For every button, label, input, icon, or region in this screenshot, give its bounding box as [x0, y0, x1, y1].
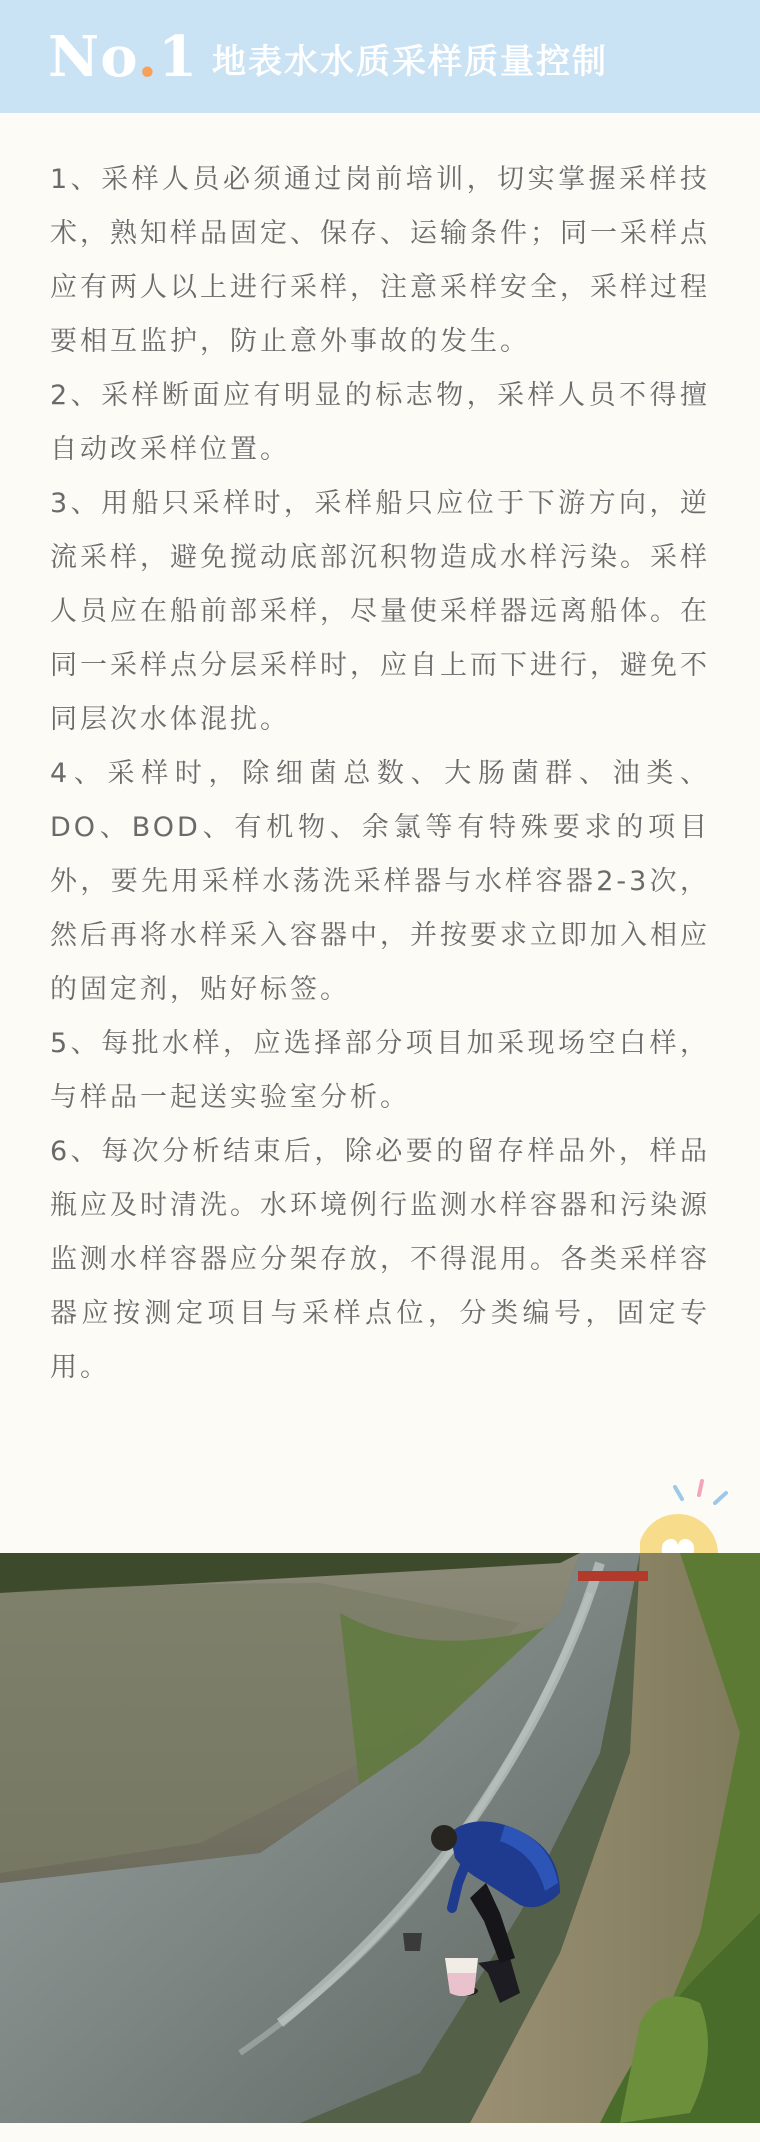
section-number-dot: .: [137, 24, 159, 90]
sampling-photo: [0, 1553, 760, 2123]
paragraph-1: 1、采样人员必须通过岗前培训，切实掌握采样技术，熟知样品固定、保存、运输条件；同一采样点应有两人以上进行采样，注意采样安全，采样过程要相互监护，防止意外事故的发生。: [50, 164, 710, 357]
paragraph-2: 2、采样断面应有明显的标志物，采样人员不得擅自动改采样位置。: [50, 380, 710, 465]
section-title: 地表水水质采样质量控制: [212, 42, 608, 82]
header-banner: [0, 0, 760, 113]
article-body: [50, 153, 710, 1395]
paragraph-5: 5、每批水样，应选择部分项目加采现场空白样，与样品一起送实验室分析。: [50, 1028, 710, 1113]
paragraph-3: 3、用船只采样时，采样船只应位于下游方向，逆流采样，避免搅动底部沉积物造成水样污染。采样人员应在船前部采样，尽量使采样器远离船体。在同一采样点分层采样时，应自上而下进行，避免不同层次水体混扰。: [50, 488, 710, 735]
section-number-value: 1: [158, 24, 199, 90]
paragraph-6: 6、每次分析结束后，除必要的留存样品外，样品瓶应及时清洗。水环境例行监测水样容器和污染源监测水样容器应分架存放，不得混用。各类采样容器应按测定项目与采样点位，分类编号，固定专用。: [50, 1136, 710, 1383]
paragraph-4: 4、采样时，除细菌总数、大肠菌群、油类、DO、BOD、有机物、余氯等有特殊要求的项目外，要先用采样水荡洗采样器与水样容器2-3次，然后再将水样采入容器中，并按要求立即加入相应的固定剂，贴好标签。: [50, 758, 710, 1005]
section-number-prefix: No: [48, 24, 138, 90]
section-number: [48, 22, 198, 92]
